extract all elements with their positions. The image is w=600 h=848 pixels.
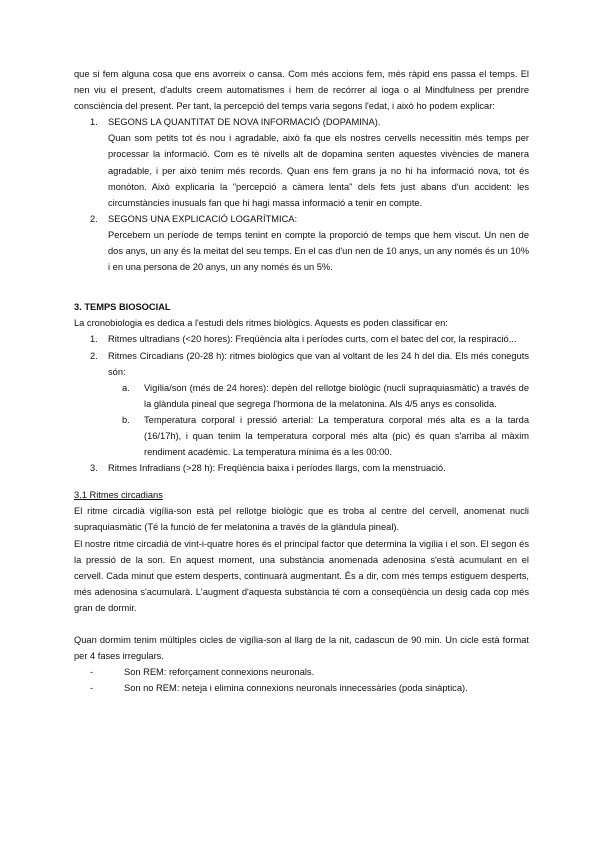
paragraph: El nostre ritme circadià de vint-i-quatre hores és el principal factor que determina la vigília i el son. El segon és la pressió de la son. En aquest moment, una substància anomenada adenosina s'està acumulant en el cervell. Cada minut que estem desperts, continuarà augmentant. És a dir, com més temps estiguem desperts, més adenosina s'acumularà. L'augment d'aquesta substància té com a conseqüència un desig cada cop més gran de dormir. [74, 538, 529, 613]
bullet-dash: - [90, 667, 94, 678]
list-item [74, 460, 529, 476]
document-page [74, 66, 529, 696]
list-item-title: SEGONS LA QUANTITAT DE NOVA INFORMACIÓ (DOPAMINA). [108, 117, 381, 128]
list-item [74, 331, 529, 347]
bullet-item [74, 680, 529, 696]
sub-list-text: Temperatura corporal i pressió arterial: La temperatura corporal més alta es a la tarda (16/17h), i quan tenim la temperatura corporal més alta (pic) és quan s'arriba al màxim rendiment acadèmic. La temperatura mínima és a les 00:00. [144, 414, 529, 458]
list-item [74, 114, 529, 130]
intro-paragraph: que si fem alguna cosa que ens avorreix o cansa. Com més accions fem, més ràpid ens passa el temps. El nen viu el present, d'adults creem automatismes i hem de recórrer al ioga o al Mindfulness per prendre consciència del present. Per tant, la percepció del temps varia segons l'edat, i això ho podem explicar: [74, 69, 529, 112]
list-number: 2. [90, 350, 98, 361]
list-number: 3. [90, 463, 98, 474]
list-item-body: Percebem un període de temps tenint en compte la proporció de temps que hem viscut. Un nen de dos anys, un any és la meitat del seu temps. En el cas d'un nen de 10 anys, un any només és un 10% i en una persona de 20 anys, un any només és un 5%. [108, 229, 529, 273]
sub-list-text: Vigília/son (més de 24 hores): depèn del rellotge biològic (nucli supraquiasmàtic) a través de la glàndula pineal que segrega l'hormona de la melatonina. Als 4/5 anys es consolida. [144, 382, 529, 409]
spacer [74, 616, 529, 632]
section-intro: La cronobiologia es dedica a l'estudi dels ritmes biològics. Aquests es poden classificar en: [74, 318, 448, 329]
list-number: 1. [90, 117, 98, 128]
paragraph: El ritme circadià vigília-son està pel rellotge biològic que es troba al centre del cervell, anomenat nucli supraquiasmàtic (Té la funció de fer melatonina a través de la glàndula pineal). [74, 506, 529, 533]
sub-list-letter: b. [122, 414, 130, 425]
bullet-dash: - [90, 683, 94, 694]
list-number: 1. [90, 334, 98, 345]
sub-list-letter: a. [122, 382, 130, 393]
sub-list-item [122, 412, 529, 460]
list-item-text: Ritmes ultradians (<20 hores): Freqüència alta i períodes curts, com el batec del cor, la respiració... [108, 334, 517, 345]
list-number: 2. [90, 213, 98, 224]
bullet-item [74, 664, 529, 680]
subsection-heading: 3.1 Ritmes circadians [74, 490, 163, 501]
bullet-text: Son no REM: neteja i elimina connexions neuronals innecessàries (poda sinàptica). [124, 683, 468, 694]
list-item-text: Ritmes Infradians (>28 h): Freqüència baixa i períodes llargs, com la menstruació. [108, 463, 446, 474]
list-item [74, 348, 529, 380]
list-item-body: Quan som petits tot és nou i agradable, això fa que els nostres cervells necessitin més temps per processar la informació. Com es té nivells alt de dopamina senten aquestes vivències de manera agradable, i per això tenim més records. Quan ens fem grans ja no hi ha informació nova, tot és monòton. Això explicaria la "percepció a càmera lenta" dels fets just abans d'un accident: les circumstàncies inusuals fan que hi hagi massa informació a tenir en compte. [108, 133, 529, 208]
paragraph: Quan dormim tenim múltiples cicles de vigília-son al llarg de la nit, cadascun de 90 min. Un cicle està format per 4 fases irregulars. [74, 635, 529, 662]
section-heading: 3. TEMPS BIOSOCIAL [74, 302, 171, 313]
bullet-text: Son REM: reforçament connexions neuronals. [124, 667, 315, 678]
list-item [74, 211, 529, 227]
sub-list-item [122, 380, 529, 412]
list-item-title: SEGONS UNA EXPLICACIÓ LOGARÍTMICA: [108, 213, 298, 224]
list-item-text: Ritmes Circadians (20-28 h): ritmes biològics que van al voltant de les 24 h del dia. Els més coneguts són: [108, 350, 529, 377]
